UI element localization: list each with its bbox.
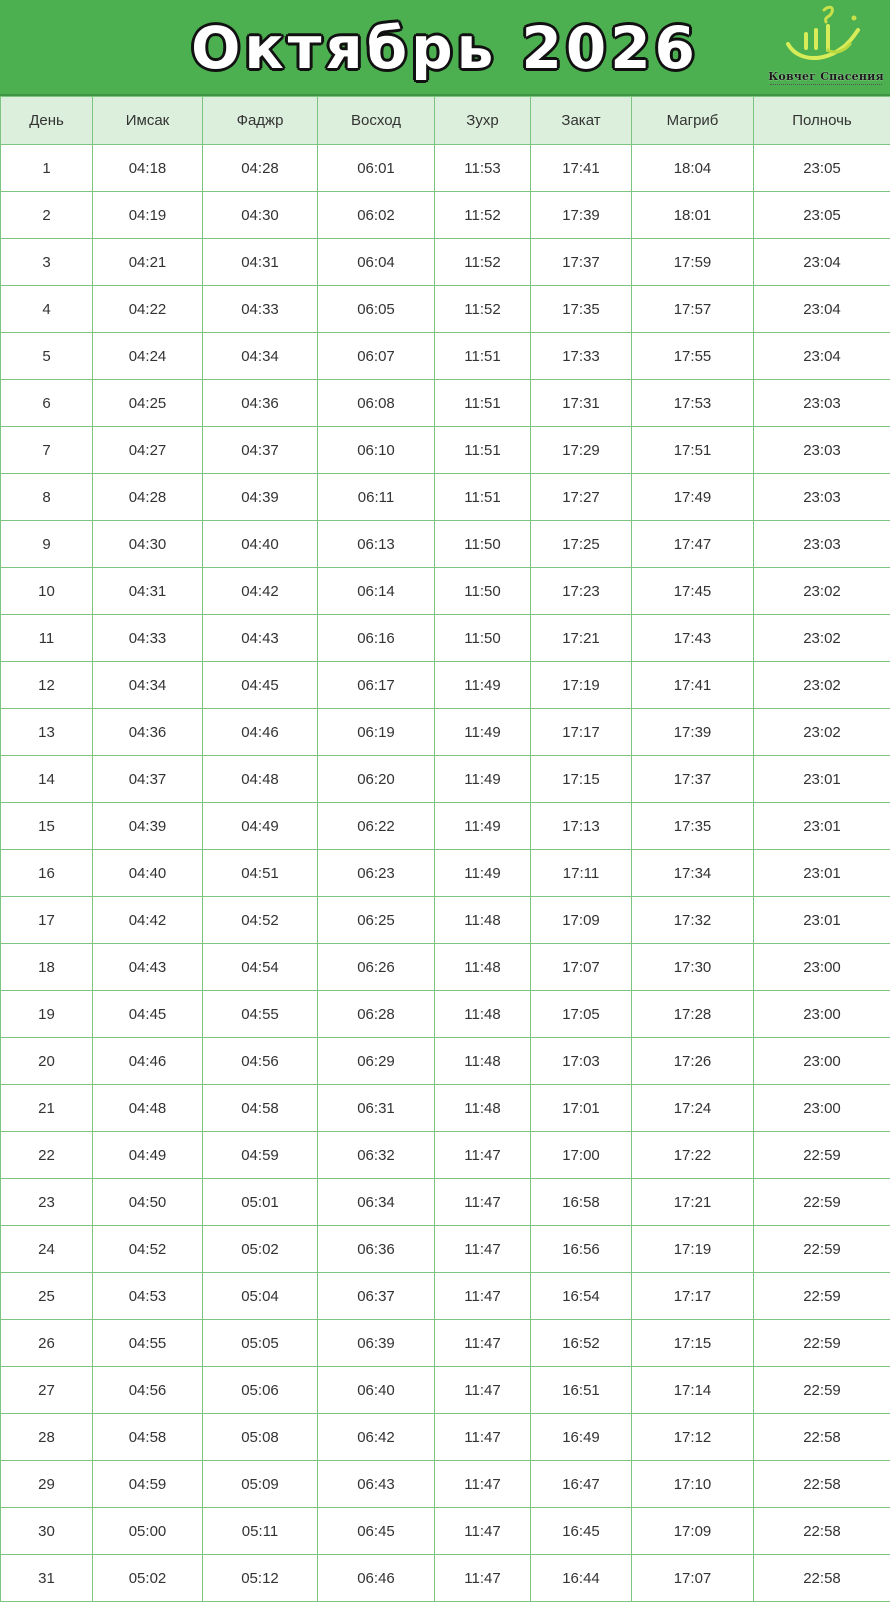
table-cell: 06:42: [318, 1414, 435, 1461]
table-cell: 06:08: [318, 380, 435, 427]
table-cell: 11:48: [435, 944, 531, 991]
table-cell: 3: [1, 239, 93, 286]
column-header: Закат: [531, 97, 632, 145]
table-row: [1, 568, 890, 615]
table-cell: 17:09: [632, 1508, 754, 1555]
table-cell: 06:36: [318, 1226, 435, 1273]
table-cell: 19: [1, 991, 93, 1038]
table-cell: 04:55: [93, 1320, 203, 1367]
table-cell: 17:21: [531, 615, 632, 662]
table-cell: 17:32: [632, 897, 754, 944]
table-cell: 05:06: [203, 1367, 318, 1414]
table-cell: 17:15: [531, 756, 632, 803]
table-cell: 23:00: [754, 944, 890, 991]
table-cell: 06:32: [318, 1132, 435, 1179]
table-cell: 04:55: [203, 991, 318, 1038]
column-header: День: [1, 97, 93, 145]
table-cell: 17:19: [632, 1226, 754, 1273]
table-cell: 22:58: [754, 1461, 890, 1508]
table-cell: 04:33: [203, 286, 318, 333]
header-banner: [0, 0, 890, 96]
table-cell: 16:54: [531, 1273, 632, 1320]
table-cell: 17:37: [531, 239, 632, 286]
table-cell: 17:35: [531, 286, 632, 333]
table-row: [1, 944, 890, 991]
table-cell: 22:59: [754, 1226, 890, 1273]
table-cell: 06:05: [318, 286, 435, 333]
table-cell: 28: [1, 1414, 93, 1461]
table-cell: 04:22: [93, 286, 203, 333]
calligraphy-logo-icon: [784, 4, 868, 70]
table-cell: 17:13: [531, 803, 632, 850]
column-header: Полночь: [754, 97, 890, 145]
table-cell: 17:37: [632, 756, 754, 803]
table-cell: 27: [1, 1367, 93, 1414]
table-cell: 18: [1, 944, 93, 991]
table-cell: 23:00: [754, 1085, 890, 1132]
table-cell: 22:59: [754, 1367, 890, 1414]
table-cell: 04:31: [93, 568, 203, 615]
table-cell: 17:35: [632, 803, 754, 850]
table-cell: 05:00: [93, 1508, 203, 1555]
table-cell: 06:26: [318, 944, 435, 991]
table-cell: 06:23: [318, 850, 435, 897]
table-cell: 04:53: [93, 1273, 203, 1320]
table-cell: 11:52: [435, 286, 531, 333]
prayer-times-table: [0, 96, 890, 1602]
column-header: Имсак: [93, 97, 203, 145]
table-cell: 17:23: [531, 568, 632, 615]
table-row: [1, 145, 890, 192]
table-cell: 06:17: [318, 662, 435, 709]
table-cell: 23:04: [754, 333, 890, 380]
table-cell: 11:47: [435, 1508, 531, 1555]
table-row: [1, 850, 890, 897]
table-cell: 20: [1, 1038, 93, 1085]
table-cell: 06:10: [318, 427, 435, 474]
table-cell: 17:55: [632, 333, 754, 380]
table-cell: 11:49: [435, 709, 531, 756]
table-cell: 11:49: [435, 803, 531, 850]
logo-divider: [770, 84, 882, 88]
table-cell: 23:00: [754, 1038, 890, 1085]
table-cell: 06:07: [318, 333, 435, 380]
table-cell: 11:47: [435, 1132, 531, 1179]
table-cell: 05:02: [203, 1226, 318, 1273]
table-cell: 04:43: [93, 944, 203, 991]
table-row: [1, 662, 890, 709]
table-cell: 04:18: [93, 145, 203, 192]
table-cell: 17:25: [531, 521, 632, 568]
table-cell: 23:04: [754, 239, 890, 286]
table-cell: 04:34: [203, 333, 318, 380]
table-cell: 1: [1, 145, 93, 192]
table-cell: 7: [1, 427, 93, 474]
table-cell: 22:58: [754, 1555, 890, 1602]
table-cell: 18:01: [632, 192, 754, 239]
table-cell: 11:50: [435, 615, 531, 662]
table-cell: 17:24: [632, 1085, 754, 1132]
table-cell: 04:19: [93, 192, 203, 239]
table-cell: 04:30: [93, 521, 203, 568]
table-cell: 05:02: [93, 1555, 203, 1602]
table-cell: 04:40: [93, 850, 203, 897]
table-cell: 04:48: [203, 756, 318, 803]
table-row: [1, 1038, 890, 1085]
table-cell: 17:05: [531, 991, 632, 1038]
table-cell: 04:50: [93, 1179, 203, 1226]
table-cell: 14: [1, 756, 93, 803]
table-cell: 04:28: [203, 145, 318, 192]
table-cell: 23:05: [754, 192, 890, 239]
table-cell: 17:39: [632, 709, 754, 756]
table-cell: 23: [1, 1179, 93, 1226]
table-cell: 17:53: [632, 380, 754, 427]
table-cell: 06:40: [318, 1367, 435, 1414]
table-cell: 30: [1, 1508, 93, 1555]
table-cell: 04:37: [203, 427, 318, 474]
table-row: [1, 756, 890, 803]
table-cell: 17:26: [632, 1038, 754, 1085]
table-cell: 11:47: [435, 1461, 531, 1508]
table-cell: 4: [1, 286, 93, 333]
table-cell: 23:02: [754, 709, 890, 756]
table-cell: 04:39: [93, 803, 203, 850]
table-cell: 11:53: [435, 145, 531, 192]
table-row: [1, 615, 890, 662]
table-cell: 06:25: [318, 897, 435, 944]
table-cell: 17:07: [632, 1555, 754, 1602]
table-cell: 04:49: [203, 803, 318, 850]
table-cell: 04:36: [93, 709, 203, 756]
table-cell: 25: [1, 1273, 93, 1320]
table-cell: 11:48: [435, 1038, 531, 1085]
table-cell: 06:22: [318, 803, 435, 850]
table-row: [1, 286, 890, 333]
table-cell: 17:14: [632, 1367, 754, 1414]
table-cell: 17:10: [632, 1461, 754, 1508]
table-cell: 5: [1, 333, 93, 380]
table-cell: 04:28: [93, 474, 203, 521]
table-cell: 11:51: [435, 380, 531, 427]
table-header-row: [1, 97, 890, 145]
table-cell: 11:47: [435, 1273, 531, 1320]
table-cell: 23:03: [754, 427, 890, 474]
table-cell: 24: [1, 1226, 93, 1273]
table-cell: 23:01: [754, 897, 890, 944]
table-cell: 04:56: [93, 1367, 203, 1414]
table-cell: 17:47: [632, 521, 754, 568]
table-cell: 04:54: [203, 944, 318, 991]
table-cell: 04:49: [93, 1132, 203, 1179]
table-cell: 04:58: [203, 1085, 318, 1132]
table-cell: 16: [1, 850, 93, 897]
table-cell: 16:47: [531, 1461, 632, 1508]
table-cell: 06:39: [318, 1320, 435, 1367]
table-cell: 11:47: [435, 1179, 531, 1226]
table-cell: 06:45: [318, 1508, 435, 1555]
table-cell: 06:34: [318, 1179, 435, 1226]
table-cell: 06:20: [318, 756, 435, 803]
table-cell: 9: [1, 521, 93, 568]
table-cell: 16:58: [531, 1179, 632, 1226]
table-cell: 22:59: [754, 1179, 890, 1226]
table-cell: 23:03: [754, 474, 890, 521]
table-cell: 04:58: [93, 1414, 203, 1461]
table-row: [1, 709, 890, 756]
table-cell: 04:46: [93, 1038, 203, 1085]
table-cell: 17:21: [632, 1179, 754, 1226]
column-header: Фаджр: [203, 97, 318, 145]
table-cell: 17:19: [531, 662, 632, 709]
table-row: [1, 1367, 890, 1414]
table-cell: 17:01: [531, 1085, 632, 1132]
table-cell: 05:05: [203, 1320, 318, 1367]
table-row: [1, 991, 890, 1038]
table-cell: 11:47: [435, 1414, 531, 1461]
table-cell: 6: [1, 380, 93, 427]
table-cell: 17:11: [531, 850, 632, 897]
table-row: [1, 1085, 890, 1132]
table-cell: 22:59: [754, 1273, 890, 1320]
table-cell: 29: [1, 1461, 93, 1508]
table-cell: 04:52: [93, 1226, 203, 1273]
table-cell: 23:05: [754, 145, 890, 192]
table-cell: 05:12: [203, 1555, 318, 1602]
table-cell: 04:40: [203, 521, 318, 568]
table-cell: 17:15: [632, 1320, 754, 1367]
table-cell: 21: [1, 1085, 93, 1132]
table-cell: 06:14: [318, 568, 435, 615]
table-cell: 13: [1, 709, 93, 756]
table-cell: 17:39: [531, 192, 632, 239]
table-cell: 17:22: [632, 1132, 754, 1179]
table-cell: 05:04: [203, 1273, 318, 1320]
table-cell: 17:29: [531, 427, 632, 474]
table-cell: 11:48: [435, 991, 531, 1038]
table-cell: 05:08: [203, 1414, 318, 1461]
table-cell: 23:03: [754, 521, 890, 568]
table-cell: 06:28: [318, 991, 435, 1038]
table-row: [1, 192, 890, 239]
table-cell: 04:45: [93, 991, 203, 1038]
table-cell: 16:51: [531, 1367, 632, 1414]
table-cell: 06:04: [318, 239, 435, 286]
table-row: [1, 1555, 890, 1602]
table-cell: 23:02: [754, 662, 890, 709]
table-cell: 8: [1, 474, 93, 521]
table-cell: 26: [1, 1320, 93, 1367]
table-cell: 04:42: [93, 897, 203, 944]
table-cell: 22:58: [754, 1508, 890, 1555]
table-cell: 17:33: [531, 333, 632, 380]
table-cell: 06:01: [318, 145, 435, 192]
table-cell: 17:57: [632, 286, 754, 333]
table-cell: 04:21: [93, 239, 203, 286]
table-row: [1, 427, 890, 474]
table-cell: 11:47: [435, 1367, 531, 1414]
table-cell: 23:01: [754, 850, 890, 897]
table-cell: 16:52: [531, 1320, 632, 1367]
table-cell: 06:43: [318, 1461, 435, 1508]
table-cell: 04:24: [93, 333, 203, 380]
table-cell: 17:12: [632, 1414, 754, 1461]
table-cell: 04:39: [203, 474, 318, 521]
table-cell: 23:01: [754, 803, 890, 850]
table-row: [1, 1414, 890, 1461]
table-cell: 11:49: [435, 850, 531, 897]
table-cell: 11: [1, 615, 93, 662]
table-cell: 11:47: [435, 1226, 531, 1273]
table-cell: 06:13: [318, 521, 435, 568]
table-cell: 16:44: [531, 1555, 632, 1602]
table-cell: 06:11: [318, 474, 435, 521]
table-cell: 15: [1, 803, 93, 850]
table-cell: 04:31: [203, 239, 318, 286]
table-cell: 04:30: [203, 192, 318, 239]
table-cell: 11:47: [435, 1320, 531, 1367]
table-cell: 04:27: [93, 427, 203, 474]
table-cell: 11:51: [435, 474, 531, 521]
table-cell: 23:02: [754, 568, 890, 615]
table-cell: 23:00: [754, 991, 890, 1038]
table-cell: 17:17: [531, 709, 632, 756]
table-cell: 17:41: [531, 145, 632, 192]
table-cell: 17:49: [632, 474, 754, 521]
table-cell: 23:04: [754, 286, 890, 333]
table-cell: 04:25: [93, 380, 203, 427]
table-cell: 17:28: [632, 991, 754, 1038]
table-cell: 11:50: [435, 521, 531, 568]
table-cell: 11:52: [435, 192, 531, 239]
table-cell: 06:19: [318, 709, 435, 756]
table-cell: 17:03: [531, 1038, 632, 1085]
table-cell: 11:51: [435, 333, 531, 380]
table-row: [1, 1132, 890, 1179]
table-cell: 11:48: [435, 897, 531, 944]
table-cell: 11:49: [435, 662, 531, 709]
table-cell: 11:47: [435, 1555, 531, 1602]
table-cell: 04:46: [203, 709, 318, 756]
table-cell: 04:48: [93, 1085, 203, 1132]
table-cell: 16:49: [531, 1414, 632, 1461]
table-cell: 11:51: [435, 427, 531, 474]
column-header: Зухр: [435, 97, 531, 145]
table-cell: 06:29: [318, 1038, 435, 1085]
table-cell: 17:59: [632, 239, 754, 286]
table-row: [1, 1320, 890, 1367]
table-cell: 17:51: [632, 427, 754, 474]
page-title: Октябрь 2026: [0, 14, 890, 82]
table-cell: 17:41: [632, 662, 754, 709]
table-cell: 17:09: [531, 897, 632, 944]
table-cell: 04:45: [203, 662, 318, 709]
table-cell: 17:34: [632, 850, 754, 897]
table-row: [1, 521, 890, 568]
table-cell: 17:31: [531, 380, 632, 427]
table-row: [1, 380, 890, 427]
table-cell: 06:46: [318, 1555, 435, 1602]
table-cell: 17:43: [632, 615, 754, 662]
table-cell: 11:50: [435, 568, 531, 615]
table-cell: 05:09: [203, 1461, 318, 1508]
logo: [766, 4, 886, 92]
table-cell: 17:27: [531, 474, 632, 521]
table-cell: 16:45: [531, 1508, 632, 1555]
table-row: [1, 1508, 890, 1555]
table-cell: 06:16: [318, 615, 435, 662]
table-cell: 04:33: [93, 615, 203, 662]
column-header: Магриб: [632, 97, 754, 145]
table-cell: 23:03: [754, 380, 890, 427]
table-cell: 04:59: [203, 1132, 318, 1179]
table-cell: 10: [1, 568, 93, 615]
table-row: [1, 803, 890, 850]
table-cell: 12: [1, 662, 93, 709]
table-cell: 16:56: [531, 1226, 632, 1273]
table-cell: 17:00: [531, 1132, 632, 1179]
table-cell: 04:34: [93, 662, 203, 709]
table-cell: 17: [1, 897, 93, 944]
table-cell: 06:31: [318, 1085, 435, 1132]
table-cell: 18:04: [632, 145, 754, 192]
table-cell: 04:43: [203, 615, 318, 662]
table-row: [1, 474, 890, 521]
table-cell: 06:37: [318, 1273, 435, 1320]
column-header: Восход: [318, 97, 435, 145]
logo-caption: Ковчег Спасения: [766, 70, 886, 83]
table-row: [1, 333, 890, 380]
table-body: [1, 145, 890, 1602]
table-cell: 23:01: [754, 756, 890, 803]
table-row: [1, 239, 890, 286]
table-cell: 06:02: [318, 192, 435, 239]
table-cell: 04:51: [203, 850, 318, 897]
table-cell: 04:37: [93, 756, 203, 803]
table-cell: 04:59: [93, 1461, 203, 1508]
table-cell: 04:42: [203, 568, 318, 615]
table-cell: 22: [1, 1132, 93, 1179]
table-cell: 17:45: [632, 568, 754, 615]
table-cell: 17:17: [632, 1273, 754, 1320]
table-row: [1, 1179, 890, 1226]
table-cell: 23:02: [754, 615, 890, 662]
table-cell: 22:59: [754, 1320, 890, 1367]
table-cell: 11:48: [435, 1085, 531, 1132]
table-cell: 05:11: [203, 1508, 318, 1555]
table-cell: 11:52: [435, 239, 531, 286]
table-cell: 22:59: [754, 1132, 890, 1179]
table-row: [1, 897, 890, 944]
table-cell: 05:01: [203, 1179, 318, 1226]
table-cell: 22:58: [754, 1414, 890, 1461]
table-row: [1, 1461, 890, 1508]
table-cell: 17:30: [632, 944, 754, 991]
table-cell: 31: [1, 1555, 93, 1602]
table-cell: 04:52: [203, 897, 318, 944]
table-cell: 04:36: [203, 380, 318, 427]
table-cell: 04:56: [203, 1038, 318, 1085]
table-row: [1, 1273, 890, 1320]
table-row: [1, 1226, 890, 1273]
table-cell: 17:07: [531, 944, 632, 991]
table-cell: 2: [1, 192, 93, 239]
table-cell: 11:49: [435, 756, 531, 803]
